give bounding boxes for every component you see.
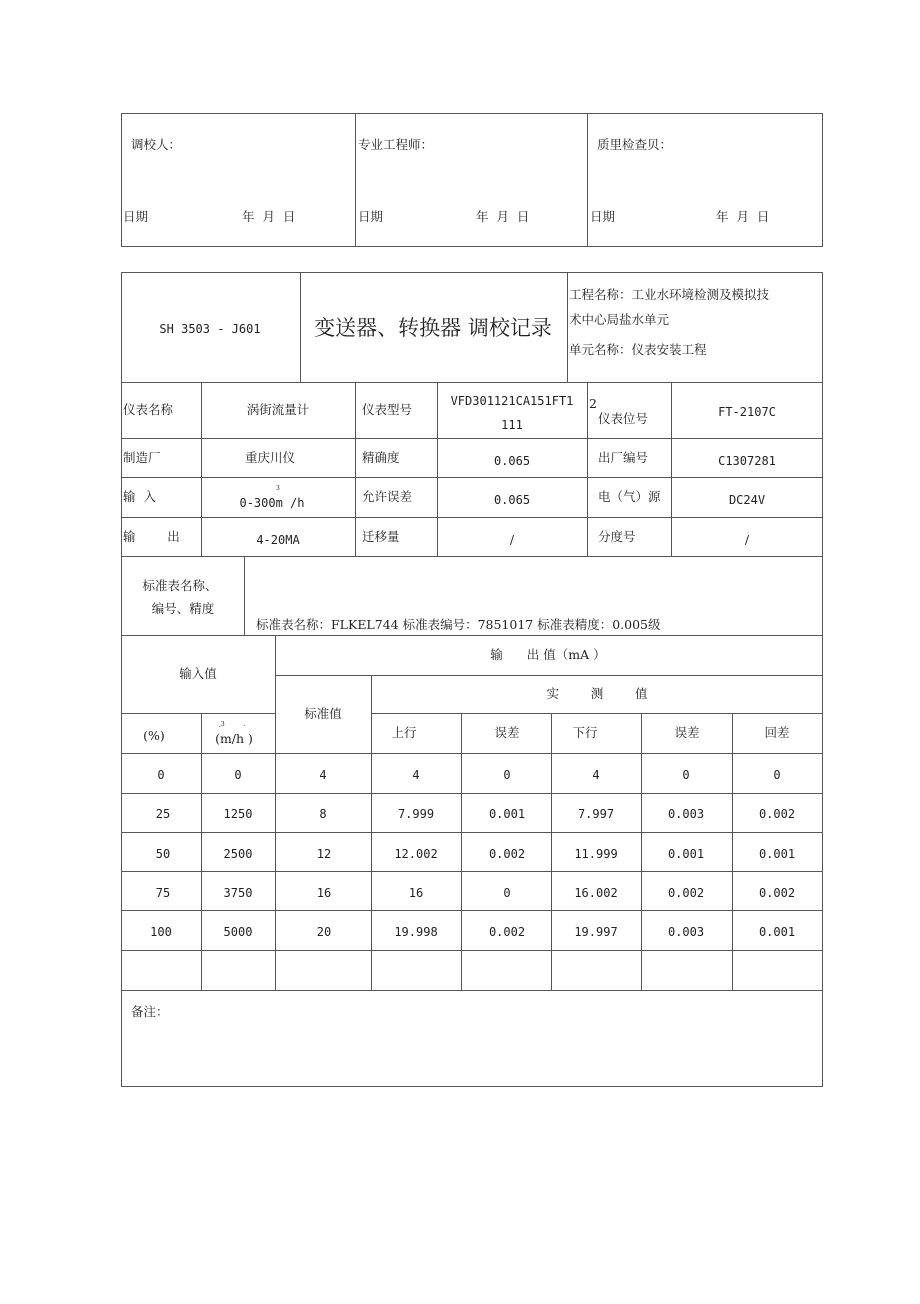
table-cell: 0.003 xyxy=(667,807,705,821)
date-ymd: 年 月 日 xyxy=(242,209,296,224)
table-cell: 0 xyxy=(682,768,690,782)
date-label: 日期 xyxy=(590,209,616,224)
serial-label: 出厂编号 xyxy=(598,450,649,465)
grid-line xyxy=(587,382,588,556)
input-value-header: 输入值 xyxy=(179,666,217,681)
qc-label: 质里检查贝： xyxy=(597,137,673,152)
table-cell: 8 xyxy=(319,807,327,821)
grid-line xyxy=(671,382,672,556)
power-value: DC24V xyxy=(728,493,766,507)
project-name: 工程名称：工业水环境检测及模拟技 xyxy=(569,287,770,302)
standard-value-header: 标准值 xyxy=(304,706,342,721)
table-cell: 16 xyxy=(316,886,332,900)
remarks-label: 备注： xyxy=(131,1004,169,1019)
position-label: 仪表位号 xyxy=(598,411,649,426)
col-error-header: 误差 xyxy=(674,725,700,740)
grid-line xyxy=(732,713,733,990)
grid-line xyxy=(121,556,823,557)
table-cell: 0.001 xyxy=(758,925,796,939)
table-cell: 16 xyxy=(408,886,424,900)
table-cell: 0.002 xyxy=(758,886,796,900)
table-cell: 4 xyxy=(412,768,420,782)
col-downstroke-header: 下行 xyxy=(572,725,598,740)
table-cell: 0 xyxy=(503,768,511,782)
table-cell: 0.001 xyxy=(488,807,526,821)
table-cell: 19.997 xyxy=(574,925,618,939)
table-cell: 12.002 xyxy=(394,847,438,861)
input-label: 输 入 xyxy=(123,489,156,504)
grid-line xyxy=(275,635,276,990)
accuracy-label: 精确度 xyxy=(362,450,400,465)
table-cell: 7.997 xyxy=(577,807,615,821)
table-cell: 0 xyxy=(157,768,165,782)
instrument-name: 涡街流量计 xyxy=(246,402,310,417)
grid-line xyxy=(121,753,823,754)
measured-value-header: 实 测 值 xyxy=(546,686,648,701)
grid-line xyxy=(121,635,823,636)
output-label: 输 出 xyxy=(123,529,180,544)
position-value: FT-2107C xyxy=(718,405,776,419)
grid-line xyxy=(244,556,245,635)
input-range: 0-300m /h xyxy=(239,496,305,510)
page-title: 变送器、转换器 调校记录 xyxy=(314,316,552,340)
table-cell: 0.003 xyxy=(667,925,705,939)
table-cell: 2500 xyxy=(223,847,253,861)
col-percent-header: (%) xyxy=(143,728,165,743)
grid-line xyxy=(121,793,823,794)
grid-line xyxy=(371,713,823,714)
manufacturer-label: 制造厂 xyxy=(123,450,161,465)
calibrator-label: 调校人： xyxy=(131,137,182,152)
grid-line xyxy=(121,517,823,518)
col-hysteresis-header: 回差 xyxy=(764,725,790,740)
table-cell: 0.002 xyxy=(488,925,526,939)
table-cell: 0.002 xyxy=(667,886,705,900)
model-value: VFD301121CA151FT1 xyxy=(450,394,574,408)
grid-line xyxy=(121,438,823,439)
position-prefix: 2 xyxy=(589,396,597,411)
standard-meter-info: 标准表名称：FLKEL744 标准表编号：7851017 标准表精度：0.005级 xyxy=(256,617,661,632)
date-label: 日期 xyxy=(358,209,384,224)
grid-line xyxy=(121,871,823,872)
col-flow-superscript: ,3 . xyxy=(219,721,246,728)
output-range: 4-20MA xyxy=(256,533,300,547)
date-label: 日期 xyxy=(123,209,149,224)
table-cell: 0.001 xyxy=(667,847,705,861)
date-ymd: 年 月 日 xyxy=(476,209,530,224)
signoff-divider xyxy=(355,113,356,247)
col-error-header: 误差 xyxy=(494,725,520,740)
grid-line xyxy=(201,382,202,556)
grid-line xyxy=(300,272,301,382)
project-name-cont: 术中心局盐水单元 xyxy=(569,312,670,327)
grid-line xyxy=(121,477,823,478)
unit-name: 单元名称：仪表安装工程 xyxy=(569,342,707,357)
col-upstroke-header: 上行 xyxy=(391,725,417,740)
engineer-label: 专业工程师： xyxy=(358,137,434,152)
table-cell: 19.998 xyxy=(394,925,438,939)
table-cell: 4 xyxy=(592,768,600,782)
standard-label: 标准表名称、 xyxy=(142,578,218,593)
grid-line xyxy=(355,382,356,556)
grid-line xyxy=(121,990,823,991)
grid-line xyxy=(121,713,275,714)
manufacturer: 重庆川仪 xyxy=(244,450,296,465)
table-cell: 0.002 xyxy=(758,807,796,821)
grid-line xyxy=(121,382,823,383)
table-cell: 0 xyxy=(773,768,781,782)
date-ymd: 年 月 日 xyxy=(716,209,770,224)
grid-line xyxy=(461,713,462,990)
power-label: 电（气）源 xyxy=(598,489,661,504)
instrument-name-label: 仪表名称 xyxy=(123,402,174,417)
grid-line xyxy=(551,713,552,990)
table-cell: 7.999 xyxy=(397,807,435,821)
table-cell: 4 xyxy=(319,768,327,782)
division-label: 分度号 xyxy=(598,529,636,544)
standard-code: SH 3503 - J601 xyxy=(159,322,261,336)
table-cell: 0.002 xyxy=(488,847,526,861)
input-superscript: 3 xyxy=(276,485,280,492)
table-cell: 0 xyxy=(503,886,511,900)
division-value: / xyxy=(744,532,750,547)
table-cell: 50 xyxy=(155,847,171,861)
grid-line xyxy=(437,382,438,556)
table-cell: 25 xyxy=(155,807,171,821)
allowed-error-label: 允许误差 xyxy=(362,489,413,504)
table-cell: 5000 xyxy=(223,925,253,939)
serial-value: C1307281 xyxy=(718,454,776,468)
model-value-cont: 111 xyxy=(501,418,523,432)
grid-line xyxy=(641,713,642,990)
col-flow-header: (m/h ) xyxy=(215,731,253,746)
grid-line xyxy=(121,832,823,833)
accuracy-value: 0.065 xyxy=(493,454,531,468)
table-cell: 11.999 xyxy=(574,847,618,861)
grid-line xyxy=(121,950,823,951)
output-value-header: 输 出 值（mA ） xyxy=(490,647,606,662)
table-cell: 1250 xyxy=(223,807,253,821)
grid-line xyxy=(567,272,568,382)
standard-label-cont: 编号、精度 xyxy=(151,601,215,616)
model-label: 仪表型号 xyxy=(362,402,413,417)
table-cell: 12 xyxy=(316,847,332,861)
grid-line xyxy=(275,675,823,676)
grid-line xyxy=(121,910,823,911)
table-cell: 20 xyxy=(316,925,332,939)
grid-line xyxy=(201,713,202,990)
allowed-error-value: 0.065 xyxy=(493,493,531,507)
migration-value: / xyxy=(509,532,515,547)
migration-label: 迁移量 xyxy=(362,529,400,544)
table-cell: 3750 xyxy=(223,886,253,900)
table-cell: 75 xyxy=(155,886,171,900)
table-cell: 0.001 xyxy=(758,847,796,861)
signoff-table xyxy=(121,113,823,247)
signoff-divider xyxy=(587,113,588,247)
table-cell: 16.002 xyxy=(574,886,618,900)
table-cell: 100 xyxy=(150,925,172,939)
table-cell: 0 xyxy=(234,768,242,782)
